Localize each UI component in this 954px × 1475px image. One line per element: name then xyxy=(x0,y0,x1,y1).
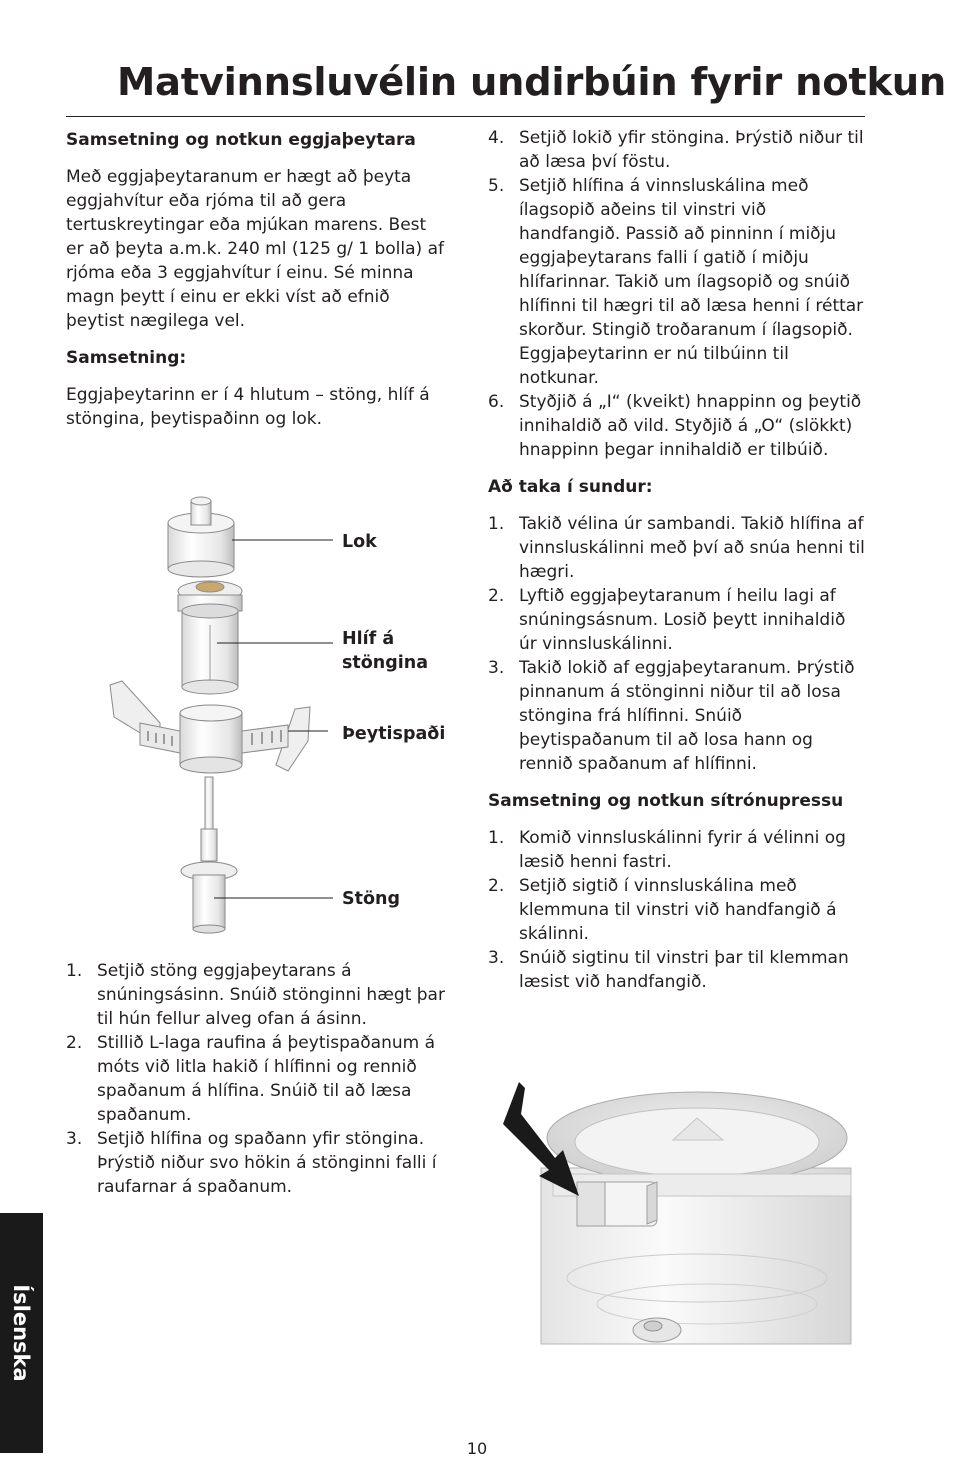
shaft-part xyxy=(181,777,237,933)
list-item xyxy=(488,656,868,776)
label-whisk-paddle: Þeytispaði xyxy=(342,724,446,744)
list-item-number: 2. xyxy=(66,1033,83,1053)
disassembly-heading: Að taka í sundur: xyxy=(488,477,653,497)
whisk-section-heading: Samsetning og notkun eggjaþeytara xyxy=(66,130,416,150)
list-item-number: 1. xyxy=(488,828,505,848)
assembly-steps xyxy=(66,959,448,1199)
list-item-text: Setjið stöng eggjaþeytarans á snúningsásinn. Snúið stönginni hægt þar til hún fellur alveg ofan á ásinn. xyxy=(97,961,445,1029)
list-item-number: 3. xyxy=(488,948,505,968)
language-tab xyxy=(0,1213,43,1453)
list-item xyxy=(66,1127,448,1199)
list-item-number: 4. xyxy=(488,128,505,148)
label-cover-line2: stöngina xyxy=(342,653,429,673)
list-item-number: 5. xyxy=(488,176,505,196)
list-item-text: Komið vinnsluskálinni fyrir á vélinni og læsið henni fastri. xyxy=(519,828,846,872)
list-item-text: Snúið sigtinu til vinstri þar til klemman læsist við handfangið. xyxy=(519,948,849,992)
list-item xyxy=(488,512,868,584)
list-item xyxy=(488,826,868,874)
disassembly-steps-list xyxy=(488,512,868,776)
list-item-number: 6. xyxy=(488,392,505,412)
list-item-text: Styðjið á „I“ (kveikt) hnappinn og þeytið innihaldið að vild. Styðjið á „O“ (slökkt) hnappinn þegar innihaldið er tilbúið. xyxy=(519,392,862,460)
list-item-text: Setjið lokið yfir stöngina. Þrýstið niður til að læsa því föstu. xyxy=(519,128,864,172)
list-item-text: Lyftið eggjaþeytaranum í heilu lagi af snúningsásnum. Losið þeytt innihaldið úr vinnsluskálinni. xyxy=(519,586,846,654)
list-item xyxy=(488,126,868,174)
list-item-text: Setjið sigtið í vinnsluskálina með klemmuna til vinstri við handfangið á skálinni. xyxy=(519,876,837,944)
list-item-text: Setjið hlífina á vinnsluskálina með ílagsopið aðeins til vinstri við handfangið. Passið að pinninn í miðju eggjaþeytarans falli í gatið í miðju hlífarinnar. Takið um ílagsopið og snúið hlífinni til hægri til að læsa henni í réttar skorður. Stingið troðaranum í ílagsopið. Eggjaþeytarinn er nú tilbúinn til notkunar. xyxy=(519,176,864,388)
label-cover-line1: Hlíf á xyxy=(342,629,395,649)
list-item xyxy=(488,584,868,656)
list-item-number: 3. xyxy=(488,658,505,678)
page-number: 10 xyxy=(466,1439,488,1458)
citrus-steps-list xyxy=(488,826,868,994)
assembly-steps-list xyxy=(66,959,448,1199)
left-column xyxy=(66,128,446,431)
list-item-number: 1. xyxy=(66,961,83,981)
right-column xyxy=(488,126,868,994)
list-item xyxy=(66,1031,448,1127)
assembly-steps-continued xyxy=(488,126,868,462)
list-item xyxy=(66,959,448,1031)
list-item xyxy=(488,174,868,390)
list-item-number: 2. xyxy=(488,586,505,606)
whisk-intro-paragraph: Með eggjaþeytaranum er hægt að þeyta eggjahvítur eða rjóma til að gera tertuskreytingar eða mjúkan marens. Best er að þeyta a.m.k. 240 ml (125 g/ 1 bolla) af rjóma eða 3 eggjahvítur í einu. Sé minna magn þeytt í einu er ekki víst að efnið þeytist nægilega vel. xyxy=(66,167,444,331)
list-item-text: Takið vélina úr sambandi. Takið hlífina af vinnsluskálinni með því að snúa henni til hægri. xyxy=(519,514,865,582)
page-title: Matvinnsluvélin undirbúin fyrir notkun xyxy=(117,60,946,105)
parts-paragraph: Eggjaþeytarinn er í 4 hlutum – stöng, hlíf á stöngina, þeytispaðinn og lok. xyxy=(66,385,430,429)
list-item-number: 2. xyxy=(488,876,505,896)
lid-part xyxy=(168,497,234,577)
list-item-text: Stillið L-laga raufina á þeytispaðanum á móts við litla hakið í hlífinni og rennið spaðanum á hlífina. Snúið til að læsa spaðanum. xyxy=(97,1033,436,1125)
whisk-paddle-part xyxy=(110,681,310,773)
list-item xyxy=(488,874,868,946)
list-item-text: Takið lokið af eggjaþeytaranum. Þrýstið pinnanum á stönginni niður til að losa stöngina frá hlífinni. Snúið þeytispaðanum til að losa hann og rennið spaðanum af hlífinni. xyxy=(519,658,855,774)
list-item-number: 1. xyxy=(488,514,505,534)
title-rule xyxy=(66,116,865,117)
label-shaft: Stöng xyxy=(342,889,400,909)
list-item xyxy=(488,946,868,994)
assembly-heading: Samsetning: xyxy=(66,348,187,368)
list-item-number: 3. xyxy=(66,1129,83,1149)
cover-part xyxy=(178,581,242,694)
language-tab-label: Íslenska xyxy=(9,1284,33,1382)
label-lid: Lok xyxy=(342,532,377,552)
list-item xyxy=(488,390,868,462)
list-item-text: Setjið hlífina og spaðann yfir stöngina. Þrýstið niður svo hökin á stönginni falli í raufarnar á spaðanum. xyxy=(97,1129,437,1197)
citrus-press-illustration xyxy=(497,1078,853,1344)
whisk-assembly-illustration xyxy=(100,495,350,940)
citrus-press-heading: Samsetning og notkun sítrónupressu xyxy=(488,791,844,811)
